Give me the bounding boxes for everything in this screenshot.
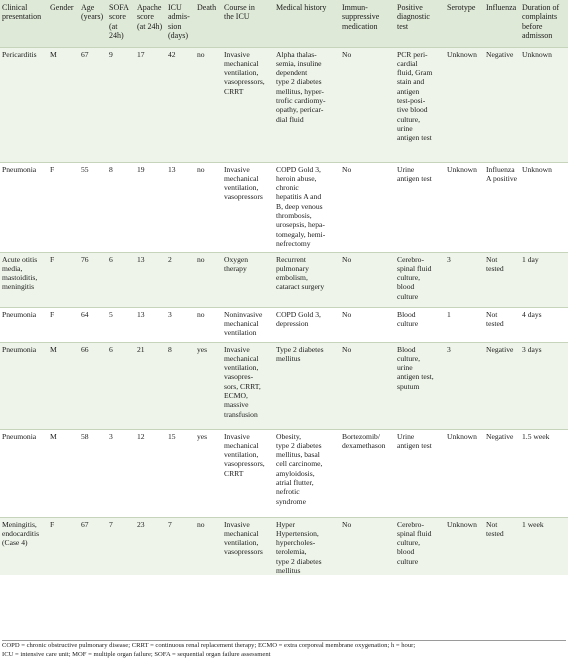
table-cell: 67 [81, 519, 89, 529]
table-cell: M [50, 344, 57, 354]
table-cell: 13 [137, 309, 145, 319]
table-cell: Unknown [522, 164, 552, 174]
table-cell: F [50, 254, 55, 264]
table-cell: yes [197, 431, 208, 441]
table-cell: 3 [168, 309, 172, 319]
footnote-line-1: COPD = chronic obstructive pulmonary disease; CRRT = continuous renal replacement therapy; ECMO = extra corporeal membrane oxygenation; h = hour; [2, 642, 416, 649]
table-cell: 7 [109, 519, 113, 529]
table-cell: Urine antigen test [397, 431, 432, 450]
table-cell: 67 [81, 49, 89, 59]
table-cell: 58 [81, 431, 89, 441]
table-cell: 6 [109, 344, 113, 354]
table-cell: 9 [109, 49, 113, 59]
table-cell: F [50, 309, 55, 319]
table-cell: 1.5 week [522, 431, 550, 441]
table-body [0, 47, 568, 575]
table-row [0, 252, 568, 307]
table-cell: Unknown [447, 431, 477, 441]
table-cell: 13 [168, 164, 176, 174]
table-cell: no [197, 519, 205, 529]
table-cell: Pneumonia [2, 431, 37, 441]
column-header: Influenza [486, 3, 517, 12]
table-cell: Pericarditis [2, 49, 37, 59]
column-header: Apache score (at 24h) [137, 3, 163, 31]
table-cell: Unknown [447, 164, 477, 174]
table-cell: No [342, 254, 352, 264]
table-cell: 12 [137, 431, 145, 441]
table-footnote [2, 640, 566, 659]
table-cell: 55 [81, 164, 89, 174]
table-row [0, 429, 568, 517]
table-cell: 17 [137, 49, 145, 59]
footnote-line-2: ICU = intensive care unit; MOF = multiple organ failure; SOFA = sequential organ failure assessment [2, 650, 271, 658]
table-cell: No [342, 344, 352, 354]
table-cell: 5 [109, 309, 113, 319]
table-cell: 23 [137, 519, 145, 529]
table-cell: 8 [109, 164, 113, 174]
table-cell: Pneumonia [2, 164, 37, 174]
column-header: Duration of complaints before admisson [522, 3, 560, 40]
column-header: Age (years) [81, 3, 104, 22]
table-cell: Influenza A positive [486, 164, 518, 183]
column-header: Clinical presentation [2, 3, 42, 22]
table-cell: 7 [168, 519, 172, 529]
column-header: Positive diagnostic test [397, 3, 430, 31]
table-cell: no [197, 309, 205, 319]
table-cell: Bortezomib/ dexamethason [342, 431, 386, 450]
table-cell: M [50, 431, 57, 441]
table-cell: No [342, 49, 352, 59]
table-cell: Unknown [522, 49, 552, 59]
table-cell: M [50, 49, 57, 59]
table-cell: Blood culture [397, 309, 419, 328]
table-cell: 66 [81, 344, 89, 354]
table-cell: Cerebro- spinal fluid culture, blood culture [397, 519, 432, 566]
table-cell: Invasive mechanical ventilation, vasopressors [224, 519, 263, 557]
table-cell: 3 [447, 344, 451, 354]
column-header: SOFA score (at 24h) [109, 3, 129, 40]
table-cell: 19 [137, 164, 145, 174]
table-header-row [0, 0, 568, 47]
table-cell: Urine antigen test [397, 164, 432, 183]
table-cell: 2 [168, 254, 172, 264]
table-cell: 21 [137, 344, 145, 354]
table-cell: no [197, 164, 205, 174]
table-cell: F [50, 519, 55, 529]
table-cell: Pneumonia [2, 309, 37, 319]
table-cell: yes [197, 344, 208, 354]
table-cell: Unknown [447, 519, 477, 529]
table-cell: 3 days [522, 344, 542, 354]
table-cell: Blood culture, urine antigen test, sputum [397, 344, 434, 391]
table-cell: Not tested [486, 254, 504, 273]
table-cell: COPD Gold 3, depression [276, 309, 321, 328]
table-row [0, 307, 568, 342]
table-cell: Not tested [486, 309, 504, 328]
table-cell: 13 [137, 254, 145, 264]
table-row [0, 342, 568, 429]
table-cell: PCR peri- cardial fluid, Gram stain and antigen test-posi- tive blood culture, urine antigen test [397, 49, 433, 143]
table-cell: Invasive mechanical ventilation, vasopressors, CRRT [224, 49, 265, 96]
table-cell: Invasive mechanical ventilation, vasopres- sors, CRRT, ECMO, massive transfusion [224, 344, 261, 419]
table-cell: 1 day [522, 254, 539, 264]
table-cell: Type 2 diabetes mellitus [276, 344, 324, 363]
column-header: Course in the ICU [224, 3, 255, 22]
table-cell: Negative [486, 49, 514, 59]
table-cell: no [197, 49, 205, 59]
table-cell: Oxygen therapy [224, 254, 249, 273]
column-header: Medical history [276, 3, 327, 12]
table-cell: Unknown [447, 49, 477, 59]
column-header: Serotype [447, 3, 476, 12]
table-cell: No [342, 519, 352, 529]
table-row [0, 47, 568, 162]
table-cell: Not tested [486, 519, 504, 538]
column-header: ICU admis- sion (days) [168, 3, 190, 40]
table-cell: No [342, 309, 352, 319]
table-cell: Obesity, type 2 diabetes mellitus, basal cell carcinome, amyloidosis, atrial flutter, nefrotic syndrome [276, 431, 323, 506]
table-cell: Negative [486, 344, 514, 354]
table-cell: 3 [109, 431, 113, 441]
table-cell: F [50, 164, 55, 174]
table-cell: Recurrent pulmonary embolism, cataract surgery [276, 254, 325, 292]
table-cell: Hyper Hypertension, hypercholes- terolemia, type 2 diabetes mellitus [276, 519, 322, 575]
table-cell: Negative [486, 431, 514, 441]
column-header: Immun- suppressive medication [342, 3, 380, 31]
table-cell: 6 [109, 254, 113, 264]
table-cell: 4 days [522, 309, 542, 319]
table-row [0, 162, 568, 252]
table-cell: 15 [168, 431, 176, 441]
table-cell: No [342, 164, 352, 174]
table-cell: Meningitis, endocarditis (Case 4) [2, 519, 40, 548]
table-cell: Acute otitis media, mastoiditis, meningitis [2, 254, 38, 292]
table-cell: 3 [447, 254, 451, 264]
table-cell: Noninvasive mechanical ventilation [224, 309, 263, 338]
column-header: Gender [50, 3, 74, 12]
table-cell: Invasive mechanical ventilation, vasopressors, CRRT [224, 431, 265, 478]
table-cell: Invasive mechanical ventilation, vasopressors [224, 164, 263, 202]
column-header: Death [197, 3, 217, 12]
table-cell: 64 [81, 309, 89, 319]
table-cell: COPD Gold 3, heroin abuse, chronic hepatitis A and B, deep venous thrombosis, urosepsis, hepa- tomegaly, hemi- nefrectomy [276, 164, 326, 248]
table-cell: Cerebro- spinal fluid culture, blood culture [397, 254, 432, 301]
table-cell: 1 [447, 309, 451, 319]
table-cell: 42 [168, 49, 176, 59]
table-cell: 8 [168, 344, 172, 354]
table-cell: no [197, 254, 205, 264]
table-cell: 76 [81, 254, 89, 264]
table-row [0, 517, 568, 575]
table-cell: 1 week [522, 519, 544, 529]
table-cell: Pneumonia [2, 344, 37, 354]
table-cell: Alpha thalas- semia, insuline dependent type 2 diabetes mellitus, hyper- trofic cardiomy- opathy, pericar- dial fluid [276, 49, 326, 124]
